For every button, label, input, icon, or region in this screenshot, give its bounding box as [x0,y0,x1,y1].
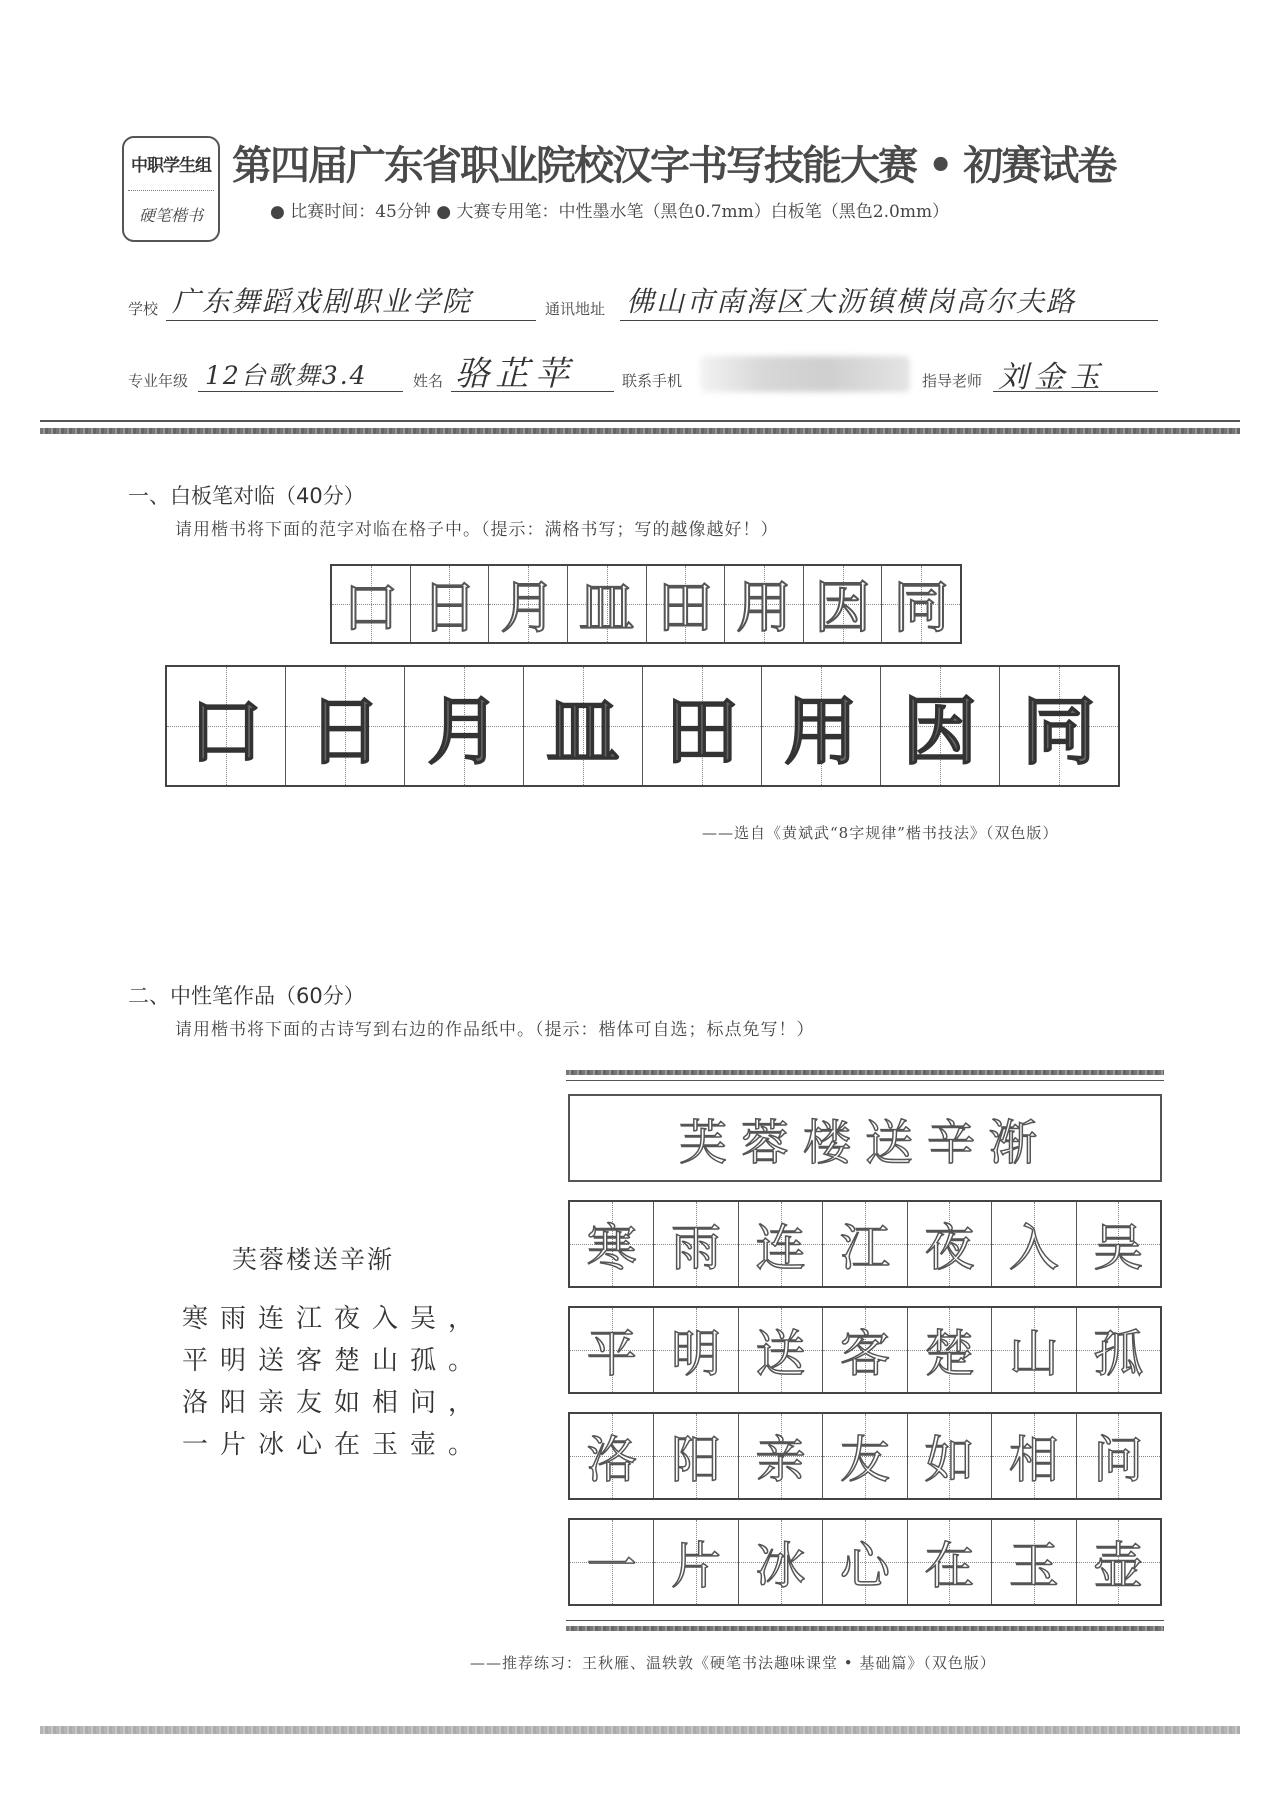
work-char: 壶 [1093,1537,1144,1595]
poem-line: 平明送客楚山孤。 [182,1346,487,1376]
work-char: 江 [839,1219,890,1277]
exam-title: 第四届广东省职业院校汉字书写技能大赛 • 初赛试卷 [232,143,1116,189]
work-cell[interactable] [908,1414,992,1498]
work-char: 夜 [924,1219,975,1277]
section1-instructions: 请用楷书将下面的范字对临在格子中。（提示：满格书写；写的越像越好！） [175,520,779,540]
practice-cell[interactable] [568,566,647,642]
poem-line: 洛阳亲友如相问， [182,1388,487,1418]
work-char: 山 [1008,1325,1059,1383]
written-poem-title: 芙蓉楼送辛渐 [678,1114,1051,1171]
model-char: 日 [308,689,382,775]
work-cell[interactable] [654,1520,738,1604]
practice-cell[interactable] [882,566,960,642]
work-char: 送 [755,1325,806,1383]
work-cell[interactable] [1077,1308,1160,1392]
practice-char: 月 [500,576,557,641]
work-char: 楚 [924,1325,975,1383]
work-cell[interactable] [570,1202,654,1286]
practice-char: 同 [893,576,950,641]
model-cell [643,667,762,785]
practice-char: 日 [421,576,478,641]
work-cell[interactable] [823,1202,907,1286]
practice-char: 因 [814,576,871,641]
phone-label: 联系手机 [622,372,683,390]
work-cell[interactable] [570,1308,654,1392]
work-char: 玉 [1008,1537,1059,1595]
work-cell[interactable] [570,1520,654,1604]
address-field[interactable]: 佛山市南海区大沥镇横岗高尔夫路 [626,285,1077,318]
work-cell[interactable] [992,1202,1076,1286]
model-cell [1000,667,1118,785]
work-cell[interactable] [908,1520,992,1604]
practice-cell[interactable] [804,566,883,642]
work-char: 片 [671,1537,722,1595]
work-char: 阳 [671,1431,722,1489]
work-cell[interactable] [992,1308,1076,1392]
work-char: 平 [586,1325,637,1383]
work-cell[interactable] [739,1308,823,1392]
section2-instructions: 请用楷书将下面的古诗写到右边的作品纸中。（提示：楷体可自选；标点免写！） [175,1020,815,1040]
name-field[interactable]: 骆芷苹 [455,354,575,394]
poem-reference-title: 芙蓉楼送辛渐 [232,1245,395,1274]
teacher-field[interactable]: 刘金玉 [998,360,1106,395]
work-cell[interactable] [654,1414,738,1498]
poem-reference-text [182,1298,486,1466]
address-field-line[interactable] [620,320,1158,321]
work-cell[interactable] [739,1414,823,1498]
section2-source-citation: ——推荐练习：王秋雁、温轶敦《硬笔书法趣味课堂 • 基础篇》（双色版） [470,1654,996,1672]
model-cell [286,667,405,785]
model-char: 用 [784,689,858,775]
practice-cell[interactable] [489,566,568,642]
practice-cell[interactable] [332,566,411,642]
model-char: 皿 [546,689,620,775]
work-row-4[interactable] [568,1518,1162,1606]
practice-cell[interactable] [725,566,804,642]
work-paper-bottom-rule [566,1626,1164,1631]
work-cell[interactable] [1077,1202,1160,1286]
model-cell [762,667,881,785]
badge-divider [128,190,214,191]
work-char: 相 [1008,1431,1059,1489]
name-label: 姓名 [413,372,444,390]
header-divider-thick [40,428,1240,434]
model-char: 同 [1022,689,1096,775]
written-poem-title-box[interactable] [568,1094,1162,1182]
work-cell[interactable] [823,1520,907,1604]
work-char: 寒 [586,1219,637,1277]
model-char: 口 [189,689,263,775]
work-cell[interactable] [1077,1414,1160,1498]
work-row-1[interactable] [568,1200,1162,1288]
work-paper-top-rule [566,1070,1164,1075]
work-char: 友 [839,1431,890,1489]
work-char: 冰 [755,1537,806,1595]
practice-cell[interactable] [411,566,490,642]
practice-cell[interactable] [647,566,726,642]
poem-line: 寒雨连江夜入吴， [182,1304,487,1334]
work-char: 一 [586,1537,637,1595]
teacher-label: 指导老师 [922,372,983,390]
work-cell[interactable] [823,1414,907,1498]
poem-line: 一片冰心在玉壶。 [182,1430,487,1460]
work-char: 在 [924,1537,975,1595]
practice-char: 口 [342,576,399,641]
model-cell [524,667,643,785]
work-char: 问 [1093,1431,1144,1489]
group-badge [122,136,220,242]
work-cell[interactable] [1077,1520,1160,1604]
model-cell [881,667,1000,785]
header-divider-thin [40,420,1240,422]
major-field[interactable]: 12台歌舞3.4 [205,361,368,390]
model-char: 因 [903,689,977,775]
work-char: 如 [924,1431,975,1489]
work-char: 雨 [671,1219,722,1277]
badge-category-label: 硬笔楷书 [138,206,203,225]
work-row-3[interactable] [568,1412,1162,1500]
badge-group-label: 中职学生组 [131,156,211,176]
work-paper-bottom-rule-thin [566,1620,1164,1621]
practice-char: 田 [657,576,714,641]
address-label: 通讯地址 [545,300,606,318]
work-char: 心 [839,1537,890,1595]
work-char: 明 [671,1325,722,1383]
work-cell[interactable] [908,1202,992,1286]
work-cell[interactable] [654,1308,738,1392]
work-char: 吴 [1093,1219,1144,1277]
work-cell[interactable] [739,1520,823,1604]
model-character-grid [165,665,1120,787]
copy-practice-grid[interactable] [330,564,962,644]
work-cell[interactable] [739,1202,823,1286]
work-char: 连 [755,1219,806,1277]
phone-field-redacted[interactable] [700,356,910,392]
school-field-line[interactable] [166,320,536,321]
model-cell [167,667,286,785]
work-char: 亲 [755,1431,806,1489]
practice-char: 皿 [578,576,635,641]
work-cell[interactable] [654,1202,738,1286]
model-char: 田 [665,689,739,775]
practice-char: 用 [735,576,792,641]
section1-source-citation: ——选自《黄斌武“8字规律”楷书技法》（双色版） [702,824,1059,842]
work-cell[interactable] [992,1414,1076,1498]
work-char: 客 [839,1325,890,1383]
work-cell[interactable] [570,1414,654,1498]
work-paper-top-rule-thin [566,1080,1164,1081]
school-field[interactable]: 广东舞蹈戏剧职业学院 [172,285,473,318]
work-cell[interactable] [908,1308,992,1392]
work-row-2[interactable] [568,1306,1162,1394]
section2-title: 二、中性笔作品（60分） [128,984,365,1008]
school-label: 学校 [128,300,159,318]
section1-title: 一、白板笔对临（40分） [128,484,365,508]
work-cell[interactable] [823,1308,907,1392]
exam-rules-line: ● 比赛时间：45分钟 ● 大赛专用笔：中性墨水笔（黑色0.7mm）白板笔（黑色2.0mm） [270,202,950,222]
major-label: 专业年级 [128,372,189,390]
work-char: 入 [1008,1219,1059,1277]
footer-divider [40,1726,1240,1734]
model-cell [405,667,524,785]
work-char: 孤 [1093,1325,1144,1383]
model-char: 月 [427,689,501,775]
work-char: 洛 [586,1431,637,1489]
work-cell[interactable] [992,1520,1076,1604]
